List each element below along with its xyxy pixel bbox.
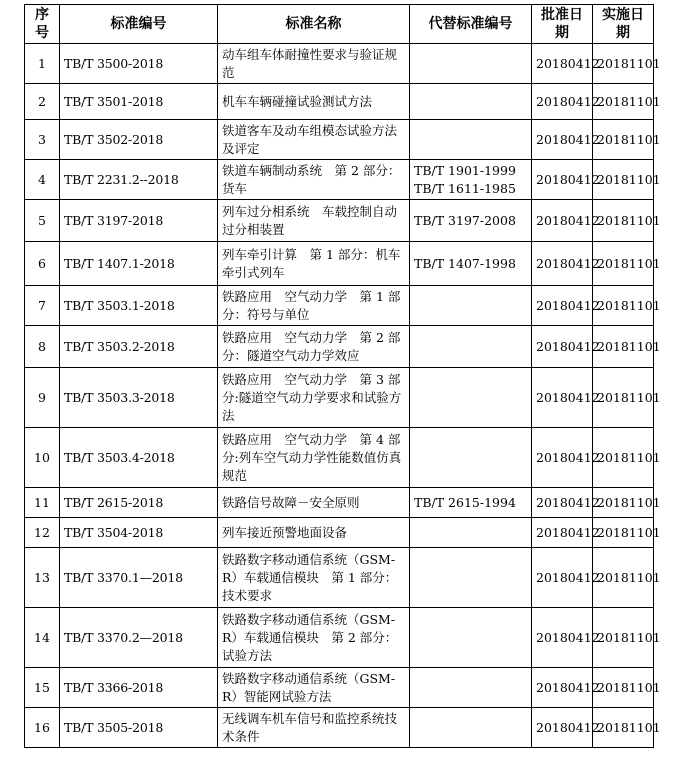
cell-code: TB/T 3197-2018: [60, 200, 218, 242]
table-row: [25, 120, 654, 160]
cell-name: 铁路应用 空气动力学 第 2 部分：隧道空气动力学效应: [218, 326, 410, 368]
cell-effective: 20181101: [593, 326, 654, 368]
cell-replaced: [410, 368, 532, 428]
header-name: 标准名称: [218, 5, 410, 44]
table-row: [25, 518, 654, 548]
cell-effective: 20181101: [593, 84, 654, 120]
table-body: [25, 44, 661, 748]
cell-name: 列车过分相系统 车载控制自动过分相装置: [218, 200, 410, 242]
cell-name: 无线调车机车信号和监控系统技术条件: [218, 708, 410, 748]
cell-name: 铁道客车及动车组模态试验方法及评定: [218, 120, 410, 160]
table-row: [25, 84, 654, 120]
cell-replaced: [410, 326, 532, 368]
cell-approved: 20180412: [532, 368, 593, 428]
cell-code: TB/T 2615-2018: [60, 488, 218, 518]
header-code: 标准编号: [60, 5, 218, 44]
cell-no: 4: [25, 160, 60, 200]
cell-name: 铁路信号故障－安全原则: [218, 488, 410, 518]
table-row: [25, 200, 654, 242]
cell-code: TB/T 3500-2018: [60, 44, 218, 84]
cell-no: 5: [25, 200, 60, 242]
cell-code: TB/T 3370.2—2018: [60, 608, 218, 668]
cell-no: 14: [25, 608, 60, 668]
cell-effective: 20181101: [593, 242, 654, 286]
cell-code: TB/T 2231.2--2018: [60, 160, 218, 200]
cell-approved: 20180412: [532, 200, 593, 242]
cell-no: 15: [25, 668, 60, 708]
cell-name: 列车牵引计算 第 1 部分：机车牵引式列车: [218, 242, 410, 286]
cell-name: 铁道车辆制动系统 第 2 部分：货车: [218, 160, 410, 200]
cell-name: 铁路数字移动通信系统（GSM-R）车载通信模块 第 1 部分：技术要求: [218, 548, 410, 608]
cell-effective: 20181101: [593, 518, 654, 548]
header-replaced: 代替标准编号: [410, 5, 532, 44]
cell-approved: 20180412: [532, 548, 593, 608]
cell-replaced: [410, 548, 532, 608]
cell-effective: 20181101: [593, 160, 654, 200]
cell-approved: 20180412: [532, 286, 593, 326]
cell-effective: 20181101: [593, 200, 654, 242]
cell-code: TB/T 3503.3-2018: [60, 368, 218, 428]
cell-approved: 20180412: [532, 428, 593, 488]
cell-no: 10: [25, 428, 60, 488]
cell-approved: 20180412: [532, 488, 593, 518]
cell-no: 6: [25, 242, 60, 286]
cell-effective: 20181101: [593, 668, 654, 708]
cell-approved: 20180412: [532, 608, 593, 668]
cell-no: 7: [25, 286, 60, 326]
cell-no: 12: [25, 518, 60, 548]
cell-name: 铁路数字移动通信系统（GSM-R）智能网试验方法: [218, 668, 410, 708]
cell-no: 13: [25, 548, 60, 608]
standards-table: [24, 4, 661, 748]
cell-replaced: TB/T 1407-1998: [410, 242, 532, 286]
cell-approved: 20180412: [532, 518, 593, 548]
table-row: [25, 488, 654, 518]
cell-code: TB/T 3503.4-2018: [60, 428, 218, 488]
cell-name: 动车组车体耐撞性要求与验证规范: [218, 44, 410, 84]
cell-approved: 20180412: [532, 160, 593, 200]
cell-name: 铁路应用 空气动力学 第 4 部分:列车空气动力学性能数值仿真规范: [218, 428, 410, 488]
cell-approved: 20180412: [532, 120, 593, 160]
cell-replaced: [410, 708, 532, 748]
cell-name: 铁路数字移动通信系统（GSM-R）车载通信模块 第 2 部分：试验方法: [218, 608, 410, 668]
table-row: [25, 668, 654, 708]
cell-name: 机车车辆碰撞试验测试方法: [218, 84, 410, 120]
cell-code: TB/T 3501-2018: [60, 84, 218, 120]
table-row: [25, 708, 654, 748]
cell-effective: 20181101: [593, 488, 654, 518]
cell-effective: 20181101: [593, 548, 654, 608]
cell-no: 9: [25, 368, 60, 428]
cell-code: TB/T 3504-2018: [60, 518, 218, 548]
cell-approved: 20180412: [532, 242, 593, 286]
table-row: [25, 286, 654, 326]
cell-code: TB/T 3366-2018: [60, 668, 218, 708]
table-row: [25, 44, 654, 84]
header-row: [25, 5, 654, 44]
cell-code: TB/T 3505-2018: [60, 708, 218, 748]
cell-effective: 20181101: [593, 428, 654, 488]
header-no: 序号: [25, 5, 60, 44]
cell-effective: 20181101: [593, 44, 654, 84]
cell-name: 铁路应用 空气动力学 第 1 部分：符号与单位: [218, 286, 410, 326]
cell-approved: 20180412: [532, 326, 593, 368]
cell-effective: 20181101: [593, 368, 654, 428]
table-row: [25, 242, 654, 286]
cell-name: 列车接近预警地面设备: [218, 518, 410, 548]
cell-replaced: [410, 608, 532, 668]
table-row: [25, 548, 654, 608]
cell-no: 16: [25, 708, 60, 748]
cell-replaced: [410, 518, 532, 548]
cell-name: 铁路应用 空气动力学 第 3 部分:隧道空气动力学要求和试验方法: [218, 368, 410, 428]
cell-no: 11: [25, 488, 60, 518]
cell-no: 8: [25, 326, 60, 368]
cell-approved: 20180412: [532, 668, 593, 708]
cell-replaced: [410, 286, 532, 326]
cell-replaced: [410, 668, 532, 708]
cell-no: 2: [25, 84, 60, 120]
cell-effective: 20181101: [593, 708, 654, 748]
cell-effective: 20181101: [593, 120, 654, 160]
header-approved: 批准日期: [532, 5, 593, 44]
table-row: [25, 368, 654, 428]
cell-approved: 20180412: [532, 84, 593, 120]
cell-code: TB/T 3503.2-2018: [60, 326, 218, 368]
cell-approved: 20180412: [532, 44, 593, 84]
cell-effective: 20181101: [593, 286, 654, 326]
cell-replaced: [410, 84, 532, 120]
table-row: [25, 160, 654, 200]
cell-no: 3: [25, 120, 60, 160]
cell-replaced: [410, 120, 532, 160]
header-effective: 实施日期: [593, 5, 654, 44]
table-row: [25, 428, 654, 488]
cell-replaced: [410, 428, 532, 488]
cell-code: TB/T 3503.1-2018: [60, 286, 218, 326]
cell-code: TB/T 3370.1—2018: [60, 548, 218, 608]
cell-approved: 20180412: [532, 708, 593, 748]
table-header: [25, 5, 654, 44]
cell-replaced: [410, 44, 532, 84]
cell-replaced: TB/T 1901-1999 TB/T 1611-1985: [410, 160, 532, 200]
cell-code: TB/T 1407.1-2018: [60, 242, 218, 286]
cell-no: 1: [25, 44, 60, 84]
table-row: [25, 608, 654, 668]
table-row: [25, 326, 654, 368]
cell-effective: 20181101: [593, 608, 654, 668]
cell-replaced: TB/T 2615-1994: [410, 488, 532, 518]
cell-replaced: TB/T 3197-2008: [410, 200, 532, 242]
cell-code: TB/T 3502-2018: [60, 120, 218, 160]
